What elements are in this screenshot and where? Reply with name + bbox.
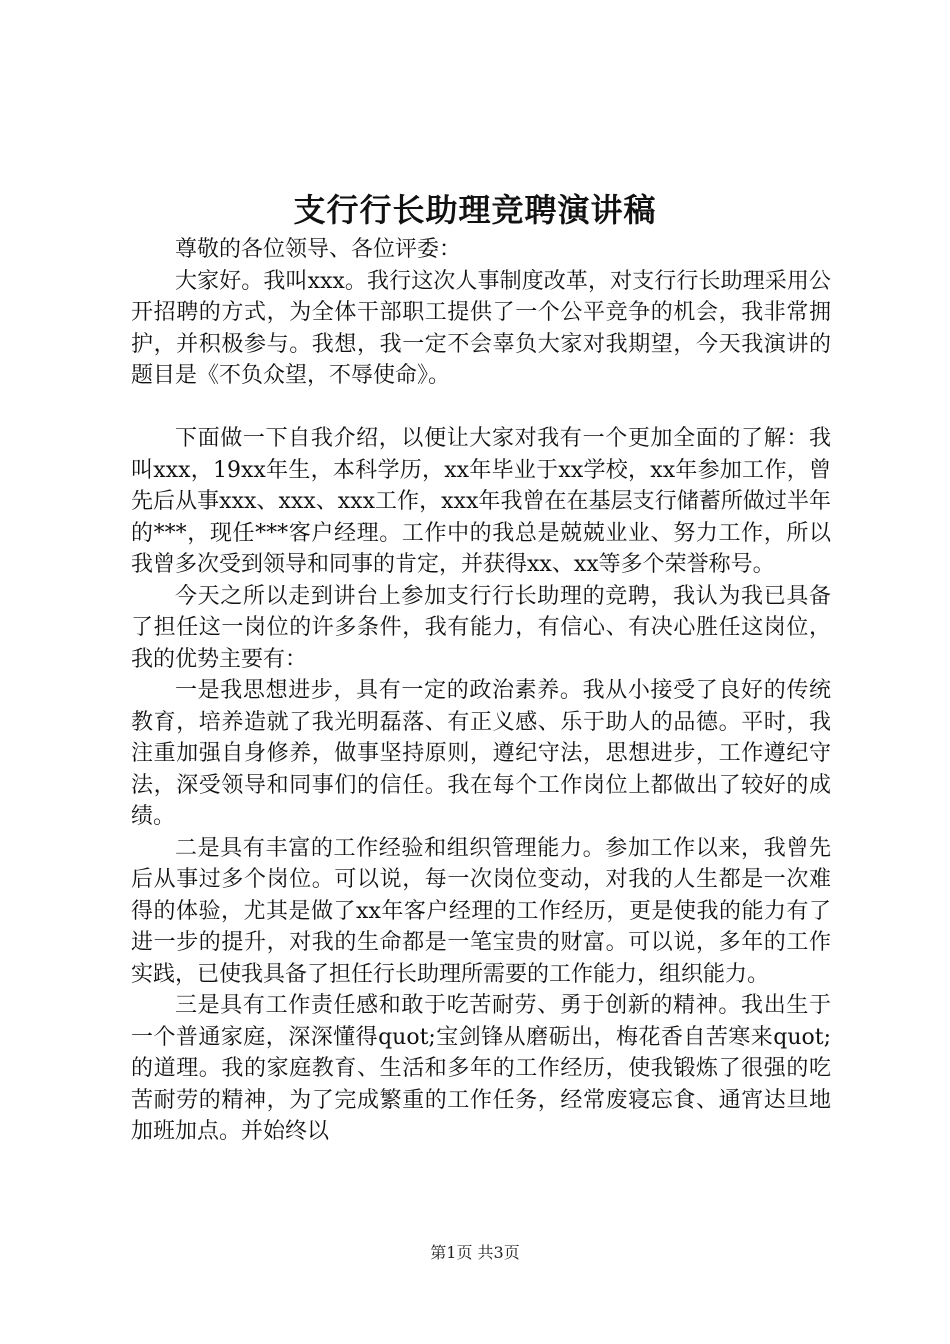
paragraph-advantage-1: 一是我思想进步，具有一定的政治素养。我从小接受了良好的传统教育，培养造就了我光明磊落、有正义感、乐于助人的品德。平时，我注重加强自身修养，做事坚持原则，遵纪守法，思想进步，工作遵纪守法，深受领导和同事们的信任。我在每个工作岗位上都做出了较好的成绩。: [131, 678, 831, 829]
document-body: [131, 234, 831, 1148]
paragraph-self-introduction: 下面做一下自我介绍，以便让大家对我有一个更加全面的了解：我叫xxx，19xx年生，本科学历，xx年毕业于xx学校，xx年参加工作，曾先后从事xxx、xxx、xxx工作，xxx年我曾在在基层支行储蓄所做过半年的***，现任***客户经理。工作中的我总是兢兢业业、努力工作，所以我曾多次受到领导和同事的肯定，并获得xx、xx等多个荣誉称号。: [131, 426, 831, 577]
paragraph-advantage-2: 二是具有丰富的工作经验和组织管理能力。参加工作以来，我曾先后从事过多个岗位。可以说，每一次岗位变动，对我的人生都是一次难得的体验，尤其是做了xx年客户经理的工作经历，更是使我的能力有了进一步的提升，对我的生命都是一笔宝贵的财富。可以说，多年的工作实践，已使我具备了担任行长助理所需要的工作能力，组织能力。: [131, 835, 831, 987]
paragraph-motivation: 今天之所以走到讲台上参加支行行长助理的竞聘，我认为我已具备了担任这一岗位的许多条件，我有能力，有信心、有决心胜任这岗位，我的优势主要有：: [131, 583, 831, 672]
paragraph-advantage-3: 三是具有工作责任感和敢于吃苦耐劳、勇于创新的精神。我出生于一个普通家庭，深深懂得quot;宝剑锋从磨砺出，梅花香自苦寒来quot;的道理。我的家庭教育、生活和多年的工作经历，使我锻炼了很强的吃苦耐劳的精神，为了完成繁重的工作任务，经常废寝忘食、通宵达旦地加班加点。并始终以: [131, 993, 831, 1144]
page-footer: 第1页 共3页: [430, 1243, 520, 1262]
paragraph-greeting: 大家好。我叫xxx。我行这次人事制度改革，对支行行长助理采用公开招聘的方式，为全体干部职工提供了一个公平竞争的机会，我非常拥护，并积极参与。我想，我一定不会辜负大家对我期望，今天我演讲的题目是《不负众望，不辱使命》。: [131, 268, 831, 388]
paragraph-salutation: 尊敬的各位领导、各位评委：: [175, 237, 462, 262]
document-title: 支行行长助理竞聘演讲稿: [293, 191, 657, 229]
